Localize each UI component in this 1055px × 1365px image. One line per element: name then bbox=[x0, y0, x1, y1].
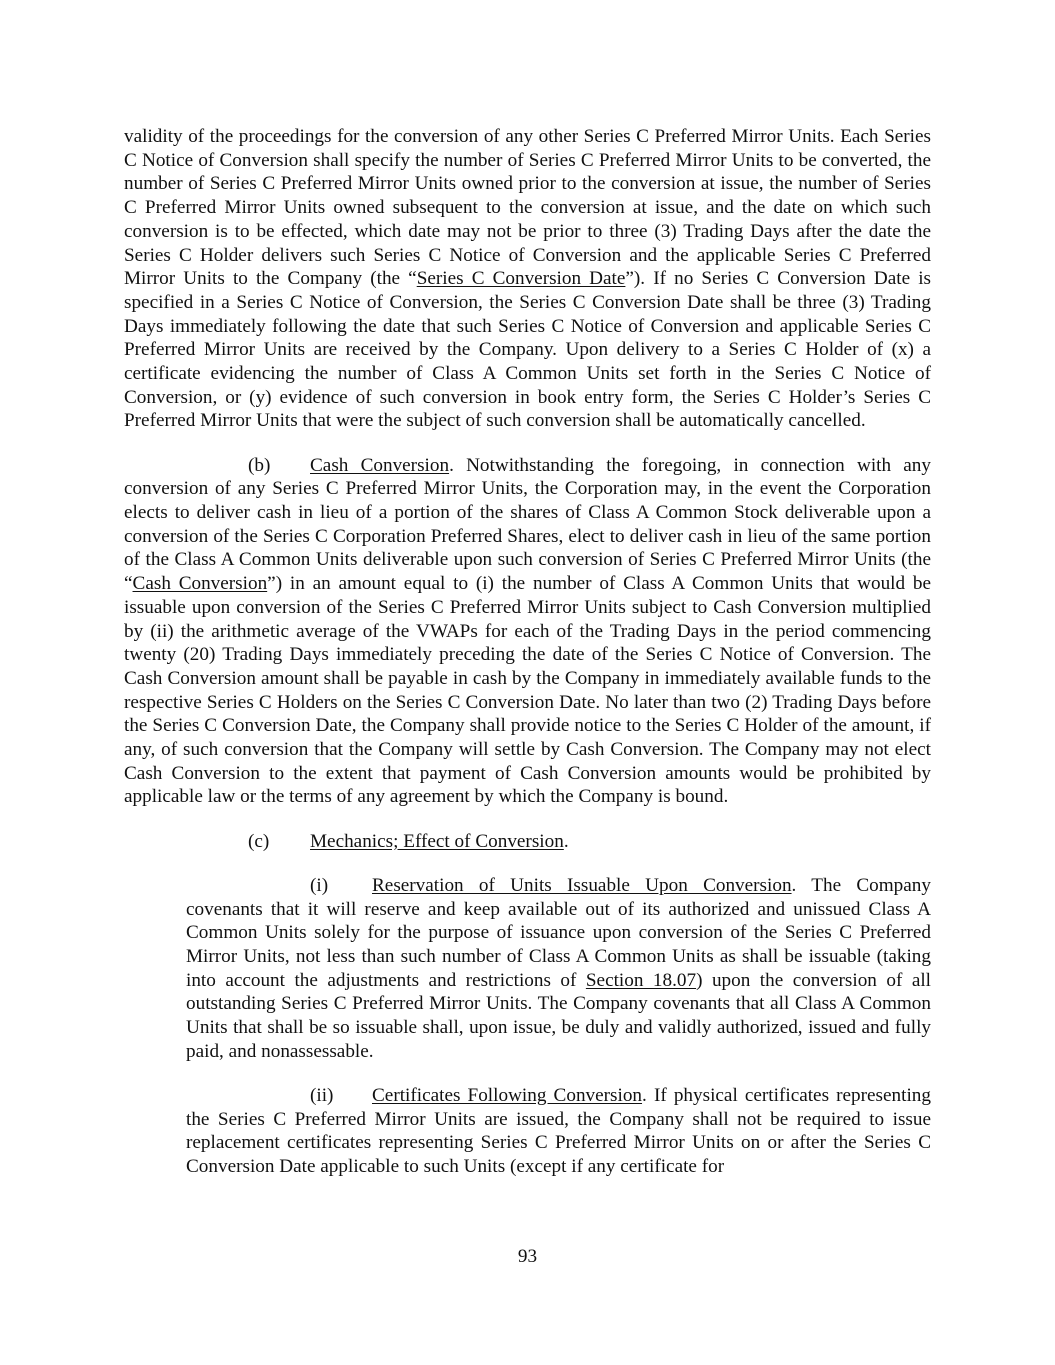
paragraph-text: validity of the proceedings for the conversion of any other Series C Preferred Mirror Units. Each Series C Notice of Conversion shall specify the number of Series C Preferred Mirror Units to be converted, the number of Series C Preferred Mirror Units owned prior to the conversion at issue, the number of Series C Preferred Mirror Units owned subsequent to the conversion at issue, and the date on which such conversion is to be effected, which date may not be prior to three (3) Trading Days after the date the Series C Holder delivers such Series C Notice of Conversion and the applicable Series C Preferred Mirror Units to the Company (the “ bbox=[124, 126, 931, 290]
page-number: 93 bbox=[517, 1246, 538, 1267]
defined-term-cash-conversion: Cash Conversion bbox=[132, 573, 268, 595]
heading-period: . bbox=[563, 830, 569, 852]
paragraph-text: ) upon the conversion of all outstanding Series C Preferred Mirror Units. The Company covenants that all Class A Common Units that shall be so issuable shall, upon issue, be duly and validly authorized, issued and fully paid, and nonassessable. bbox=[186, 969, 931, 1062]
defined-term-series-c-conversion-date: Series C Conversion Date bbox=[416, 268, 626, 290]
paragraph-conversion-notice bbox=[124, 125, 931, 433]
paragraph-c-ii-certificates bbox=[186, 1084, 931, 1179]
paragraph-text: . The Company covenants that it will reserve and keep available out of its authorized and unissued Class A Common Units solely for the purpose of issuance upon conversion of the Series C Preferred Mirror Units, not less than such number of Class A Common Units as shall be issuable (taking into account the adjustments and restrictions of bbox=[186, 874, 931, 991]
section-heading-certificates: Certificates Following Conversion bbox=[372, 1085, 643, 1107]
paragraph-text: ”). If no Series C Conversion Date is specified in a Series C Notice of Conversion, the Series C Conversion Date shall be three (3) Trading Days immediately following the date that such Series C Notice of Conversion and applicable Series C Preferred Mirror Units are received by the Company. Upon delivery to a Series C Holder of (x) a certificate evidencing the number of Class A Common Units set forth in the Series C Notice of Conversion, or (y) evidence of such conversion in book entry form, the Series C Holder’s Series C Preferred Mirror Units that were the subject of such conversion shall be automatically cancelled. bbox=[124, 268, 931, 432]
paragraph-text: . Notwithstanding the foregoing, in connection with any conversion of any Series C Preferred Mirror Units, the Corporation may, in the event the Corporation elects to deliver cash in lieu of a portion of the shares of Class A Common Stock deliverable upon a conversion of the Series C Corporation Preferred Shares, elect to deliver cash in lieu of the same portion of the Class A Common Units deliverable upon such conversion of Series C Preferred Mirror Units (the “ bbox=[124, 454, 931, 595]
section-label-c: (c) bbox=[248, 830, 270, 852]
paragraph-c-heading bbox=[124, 830, 931, 854]
paragraph-text: . If physical certificates representing the Series C Preferred Mirror Units are issued, the Company shall not be required to issue replacement certificates representing Series C Preferred Mirror Units on or after the Series C Conversion Date applicable to such Units (except if any certificate for bbox=[186, 1085, 931, 1178]
document-page bbox=[124, 125, 931, 1179]
paragraph-b-cash-conversion bbox=[124, 454, 931, 810]
paragraph-c-i-reservation bbox=[186, 874, 931, 1064]
section-label-b: (b) bbox=[248, 454, 271, 476]
section-heading-cash-conversion: Cash Conversion bbox=[310, 454, 450, 476]
section-label-i: (i) bbox=[310, 874, 329, 896]
cross-reference-section-18-07: Section 18.07 bbox=[585, 969, 697, 991]
section-heading-reservation: Reservation of Units Issuable Upon Conversion bbox=[372, 874, 792, 896]
section-heading-mechanics: Mechanics; Effect of Conversion bbox=[310, 830, 564, 852]
section-label-ii: (ii) bbox=[310, 1085, 334, 1107]
paragraph-text: ”) in an amount equal to (i) the number of Class A Common Units that would be issuable upon conversion of the Series C Preferred Mirror Units subject to Cash Conversion multiplied by (ii) the arithmetic average of the VWAPs for each of the Trading Days in the period commencing twenty (20) Trading Days immediately preceding the date of the Series C Notice of Conversion. The Cash Conversion amount shall be payable in cash by the Company in immediately available funds to the respective Series C Holders on the Series C Conversion Date. No later than two (2) Trading Days before the Series C Conversion Date, the Company shall provide notice to the Series C Holder of the amount, if any, of such conversion that the Company will settle by Cash Conversion. The Company may not elect Cash Conversion to the extent that payment of Cash Conversion amounts would be prohibited by applicable law or the terms of any agreement by which the Company is bound. bbox=[124, 573, 931, 808]
